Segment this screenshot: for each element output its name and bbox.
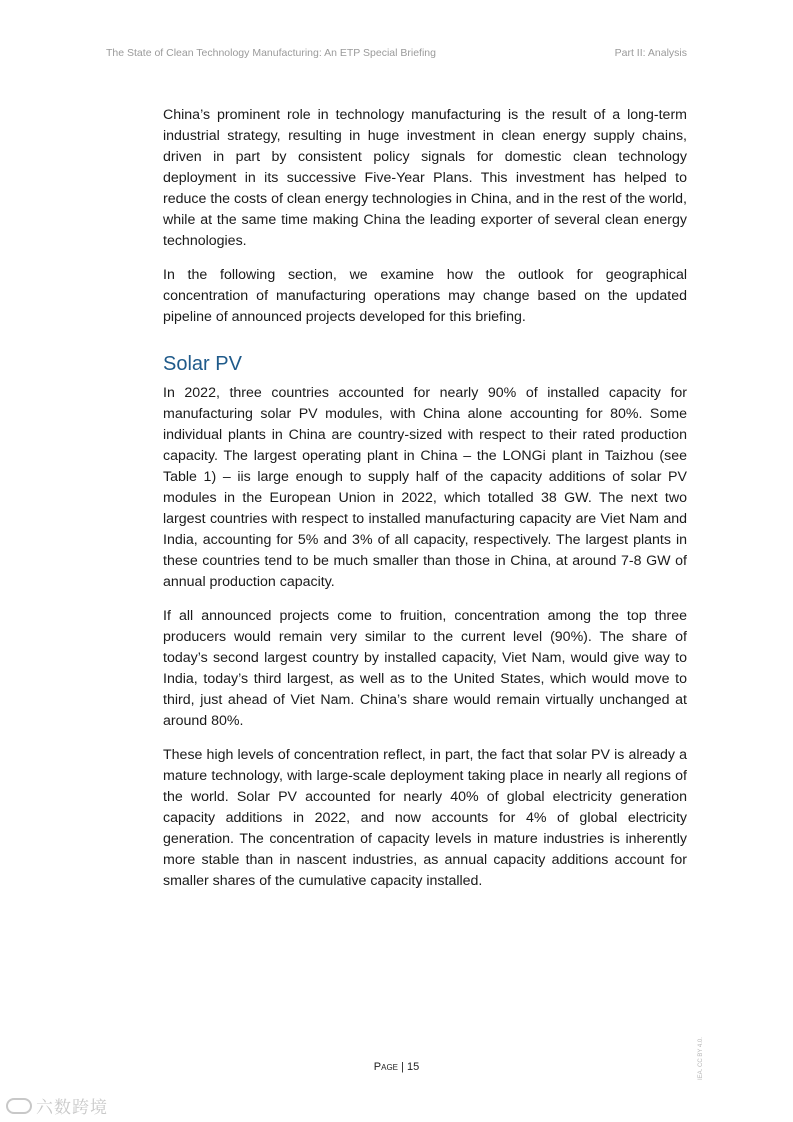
- solar-pv-paragraph-1: In 2022, three countries accounted for nearly 90% of installed capacity for manufacturing solar PV modules, with China alone accounting for 80%. Some individual plants in China are country-sized with respect to their rated production capacity. The largest operating plant in China – the LONGi plant in Taizhou (see Table 1) – iis large enough to supply half of the capacity additions of solar PV modules in the European Union in 2022, which totalled 38 GW. The next two largest countries with respect to installed manufacturing capacity are Viet Nam and India, accounting for 5% and 3% of all capacity, respectively. The largest plants in these countries tend to be much smaller than those in China, at around 7-8 GW of annual production capacity.: [163, 385, 687, 590]
- intro-paragraph-2: In the following section, we examine how the outlook for geographical concentration of manufacturing operations may change based on the updated pipeline of announced projects developed for this briefing.: [163, 267, 687, 325]
- page-label: Page: [373, 1061, 398, 1073]
- solar-pv-paragraph-2: If all announced projects come to fruition, concentration among the top three producers would remain very similar to the current level (90%). The share of today’s second largest country by installed capacity, Viet Nam, would give way to India, today’s third largest, as well as to the United States, which would move to third, just ahead of Viet Nam. China’s share would remain virtually unchanged at around 80%.: [163, 608, 687, 729]
- watermark-logo-icon: [6, 1098, 32, 1114]
- page-number: 15: [406, 1061, 420, 1073]
- intro-paragraph-1: China’s prominent role in technology manufacturing is the result of a long-term industrial strategy, resulting in huge investment in clean energy supply chains, driven in part by consistent policy signals for domestic clean technology deployment in its successive Five-Year Plans. This investment has helped to reduce the costs of clean energy technologies in China, and in the rest of the world, while at the same time making China the leading exporter of several clean energy technologies.: [163, 107, 687, 249]
- watermark-text: 六数跨境: [36, 1098, 108, 1117]
- running-header-title: The State of Clean Technology Manufacturing: An ETP Special Briefing: [106, 47, 436, 59]
- license-note: IEA. CC BY 4.0.: [698, 1037, 704, 1080]
- running-header-section: Part II: Analysis: [614, 47, 687, 59]
- page-body: [163, 105, 687, 905]
- solar-pv-paragraph-3: These high levels of concentration reflect, in part, the fact that solar PV is already a mature technology, with large-scale deployment taking place in nearly all regions of the world. Solar PV accounted for nearly 40% of global electricity generation capacity additions in 2022, and now accounts for 4% of global electricity generation. The concentration of capacity levels in mature industries is inherently more stable than in nascent industries, as annual capacity additions account for smaller shares of the cumulative capacity installed.: [163, 747, 687, 889]
- page-separator: |: [401, 1061, 404, 1073]
- page-footer: [0, 1061, 793, 1073]
- watermark: [6, 1093, 108, 1118]
- section-heading-solar-pv: Solar PV: [163, 353, 242, 375]
